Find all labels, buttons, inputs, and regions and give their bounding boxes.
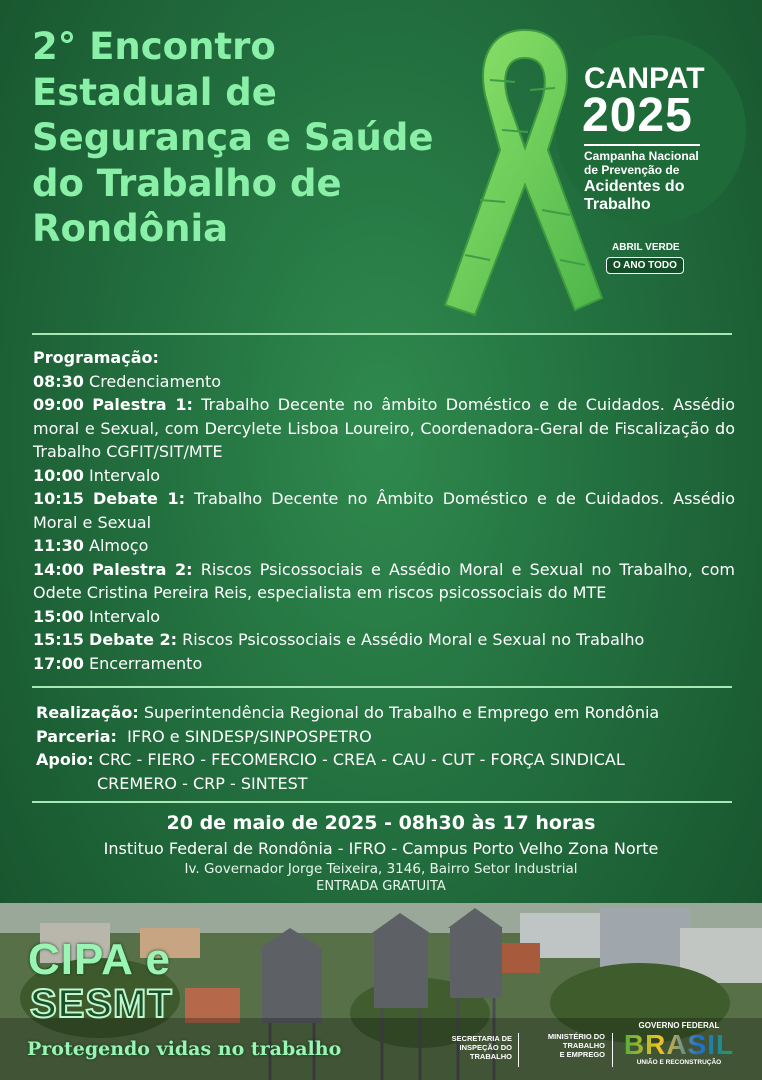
schedule-item (33, 534, 735, 558)
brasil-wordmark: BRASIL (614, 1030, 744, 1059)
schedule-time: 14:00 (33, 559, 84, 579)
schedule-item (33, 464, 735, 488)
gov-separator (612, 1033, 613, 1067)
divider (32, 801, 732, 803)
credits (36, 701, 736, 795)
schedule-item (33, 487, 735, 534)
apoio-value: CRC - FIERO - FECOMERCIO - CREA - CAU - CUT - FORÇA SINDICAL (98, 750, 625, 769)
title-line: Segurança e Saúde (32, 116, 434, 159)
schedule-text: Almoço (89, 536, 149, 555)
tagline: Protegendo vidas no trabalho (27, 1038, 342, 1060)
schedule-time: 09:00 (33, 395, 84, 414)
secretaria-logo (432, 1034, 512, 1061)
schedule-item (33, 558, 735, 605)
event-title (32, 24, 482, 252)
schedule-text: Trabalho Decente no âmbito Doméstico e de Cuidados. Assédio moral e Sexual, com Dercylete Lisboa Loureiro, Coordenadora-Geral de Fiscalização do Trabalho CGFIT/SIT/MTE (33, 395, 735, 461)
schedule-item (33, 605, 735, 629)
schedule-label: Palestra 2: (92, 559, 193, 579)
event-place: Instituo Federal de Rondônia - IFRO - Campus Porto Velho Zona Norte (103, 839, 659, 858)
schedule-item (33, 628, 735, 652)
schedule-time: 15:15 (33, 630, 84, 649)
schedule-text: Trabalho Decente no Âmbito Doméstico e de Cuidados. Assédio Moral e Sexual (33, 489, 735, 532)
gov-line: SECRETARIA DE (451, 1034, 512, 1043)
title-line: do Trabalho de (32, 161, 342, 205)
canpat-year: 2025 (582, 89, 693, 142)
gov-line: INSPEÇÃO DO (459, 1043, 512, 1052)
schedule-time: 08:30 (33, 371, 84, 391)
apoio-line-2: CREMERO - CRP - SINTEST (97, 773, 308, 793)
programacao (33, 346, 735, 675)
gov-line: TRABALHO (469, 1052, 512, 1061)
schedule-text: Intervalo (89, 465, 161, 485)
canpat-line: Acidentes do (584, 177, 685, 195)
schedule-item (33, 370, 735, 394)
abril-verde-label: ABRIL VERDE (612, 242, 680, 253)
event-date: 20 de maio de 2025 - 08h30 às 17 horas (166, 812, 596, 834)
canpat-line: de Prevenção de (584, 162, 680, 177)
event-address: Iv. Governador Jorge Teixeira, 3146, Bairro Setor Industrial (184, 861, 578, 877)
governo-federal-logo (614, 1021, 744, 1066)
parceria-line (36, 725, 736, 749)
parceria-value: IFRO e SINDESP/SINPOSPETRO (127, 726, 372, 746)
schedule-label: Debate 1: (93, 489, 185, 508)
schedule-text: Intervalo (89, 606, 161, 626)
title-line: 2° Encontro (32, 25, 276, 68)
divider (32, 686, 732, 688)
cipa-logo-text: CIPA e (28, 935, 171, 984)
realizacao-line (36, 701, 736, 725)
sesmt-logo-text: SESMT (30, 982, 173, 1026)
schedule-label: Palestra 1: (92, 395, 193, 414)
schedule-text: Riscos Psicossociais e Assédio Moral e Sexual no Trabalho (182, 630, 645, 649)
schedule-time: 10:00 (33, 465, 84, 485)
title-line: Estadual de (32, 70, 277, 114)
divider (32, 333, 732, 335)
realizacao-value: Superintendência Regional do Trabalho e Emprego em Rondônia (143, 703, 660, 722)
gov-line: TRABALHO (562, 1041, 605, 1050)
schedule-text: Credenciamento (89, 371, 222, 391)
event-entry: ENTRADA GRATUITA (316, 879, 446, 894)
gov-line: E EMPREGO (559, 1050, 605, 1059)
schedule-item (33, 652, 735, 676)
canpat-line: Campanha Nacional (584, 149, 699, 163)
apoio-line (36, 748, 736, 772)
gov-separator (518, 1033, 519, 1067)
schedule-label: Debate 2: (89, 630, 178, 649)
schedule-time: 11:30 (33, 536, 84, 555)
schedule-time: 17:00 (33, 653, 84, 673)
schedule-text: Encerramento (89, 653, 203, 673)
canpat-rule (584, 144, 700, 146)
ano-todo-badge: O ANO TODO (606, 257, 684, 274)
canpat-name: CANPAT (584, 62, 705, 95)
ministerio-logo (525, 1032, 605, 1059)
schedule-item (33, 393, 735, 464)
title-line: Rondônia (32, 207, 229, 250)
realizacao-label: Realização: (36, 703, 139, 722)
canpat-subtitle (584, 150, 724, 214)
gov-top: GOVERNO FEDERAL (638, 1021, 720, 1030)
schedule-text: Riscos Psicossociais e Assédio Moral e Sexual no Trabalho, com Odete Cristina Pereira Reis, especialista em riscos psicossociais do MTE (33, 559, 735, 602)
canpat-line: Trabalho (584, 195, 651, 213)
apoio-label: Apoio: (36, 750, 94, 769)
schedule-time: 15:00 (33, 606, 84, 626)
gov-bottom: UNIÃO E RECONSTRUÇÃO (636, 1059, 722, 1067)
gov-line: MINISTÉRIO DO (547, 1032, 605, 1041)
parceria-label: Parceria: (36, 726, 117, 746)
schedule-time: 10:15 (33, 489, 84, 508)
programacao-heading: Programação: (33, 348, 159, 367)
